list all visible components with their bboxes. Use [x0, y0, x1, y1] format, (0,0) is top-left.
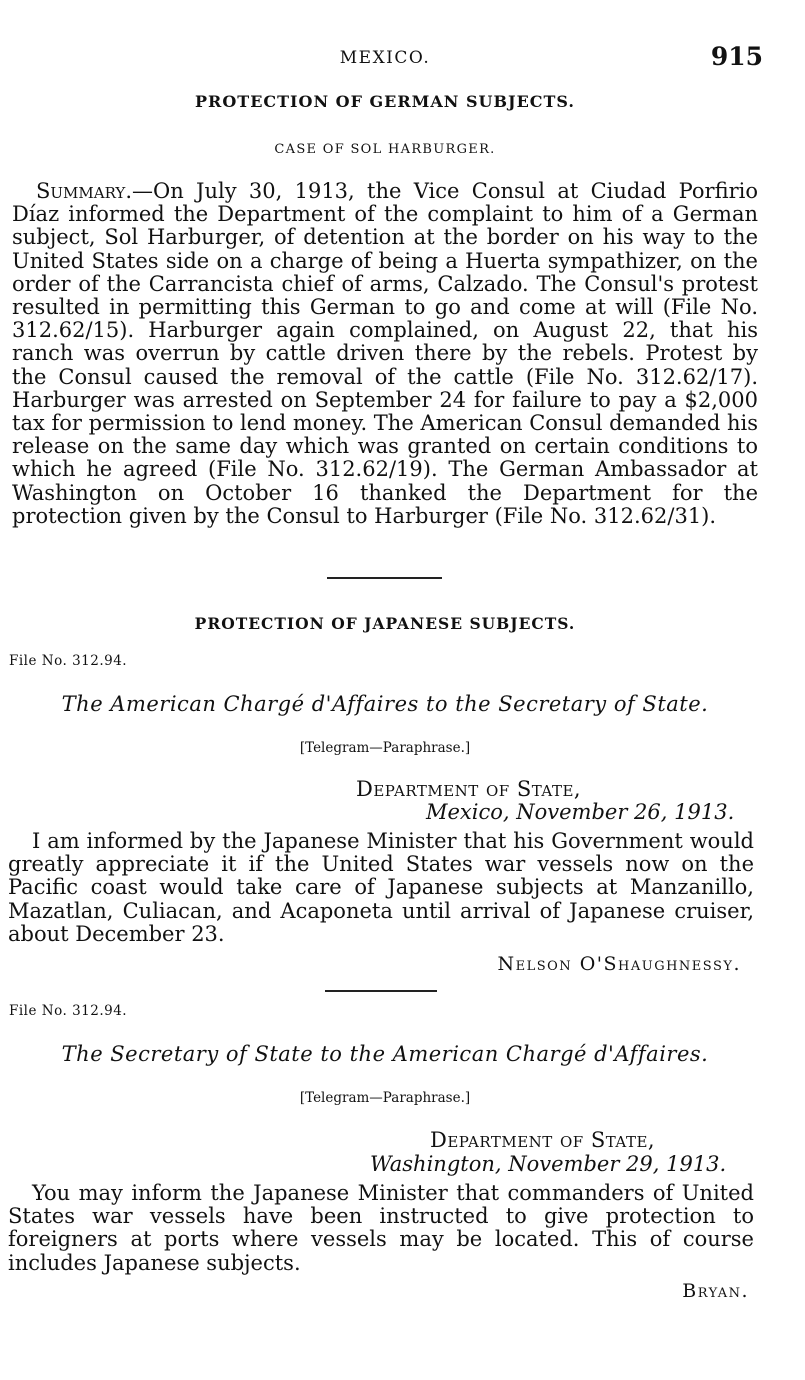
department-line-2: Department of State,	[430, 1128, 656, 1152]
telegram-note-1: [Telegram—Paraphrase.]	[299, 740, 471, 756]
summary-paragraph	[12, 180, 758, 528]
signature-2: Bryan.	[682, 1280, 749, 1302]
summary-lead: Summary.	[36, 179, 132, 203]
document-title-1: The American Chargé d'Affaires to the Secretary of State.	[61, 692, 709, 716]
case-title: CASE OF SOL HARBURGER.	[274, 142, 496, 157]
document-title-2: The Secretary of State to the American Chargé d'Affaires.	[61, 1042, 709, 1066]
place-date-1: Mexico, November 26, 1913.	[426, 800, 735, 824]
department-line-1: Department of State,	[356, 777, 582, 801]
japanese-section-heading: PROTECTION OF JAPANESE SUBJECTS.	[194, 614, 576, 633]
telegram-body-2: You may inform the Japanese Minister that commanders of United States war vessels have been instructed to give protection to foreigners at ports where vessels may be located. This of course includes Japanese subjects.	[8, 1181, 754, 1275]
summary-text: —On July 30, 1913, the Vice Consul at Ciudad Porfirio Díaz informed the Department of the complaint to him of a German subject, Sol Harburger, of detention at the border on his way to the United States side on a charge of being a Huerta sympathizer, on the order of the Carrancista chief of arms, Calzado. The Consul's protest resulted in permitting this German to go and come at will (File No. 312.62/15). Harburger again complained, on August 22, that his ranch was overrun by cattle driven there by the rebels. Protest by the Consul caused the removal of the cattle (File No. 312.62/17). Harburger was arrested on September 24 for failure to pay a $2,000 tax for permission to lend money. The American Consul demanded his release on the same day which was granted on certain conditions to which he agreed (File No. 312.62/19). The German Ambassador at Washington on October 16 thanked the Department for the protection given by the Consul to Harburger (File No. 312.62/31).	[12, 179, 758, 528]
signature-1: Nelson O'Shaughnessy.	[497, 953, 741, 975]
file-number-1: File No. 312.94.	[9, 653, 128, 669]
running-head	[0, 42, 805, 76]
german-section-heading: PROTECTION OF GERMAN SUBJECTS.	[195, 92, 575, 111]
section-divider-rule	[327, 577, 442, 579]
document-divider-rule	[325, 990, 437, 992]
running-head-section: MEXICO.	[339, 48, 431, 68]
telegram-note-2: [Telegram—Paraphrase.]	[299, 1090, 471, 1106]
page-number: 915	[710, 42, 763, 71]
telegram-body-1: I am informed by the Japanese Minister that his Government would greatly appreciate it if the United States war vessels now on the Pacific coast would take care of Japanese subjects at Manzanillo, Mazatlan, Culiacan, and Acaponeta until arrival of Japanese cruiser, about December 23.	[8, 829, 754, 946]
file-number-2: File No. 312.94.	[9, 1003, 128, 1019]
place-date-2: Washington, November 29, 1913.	[370, 1152, 727, 1176]
